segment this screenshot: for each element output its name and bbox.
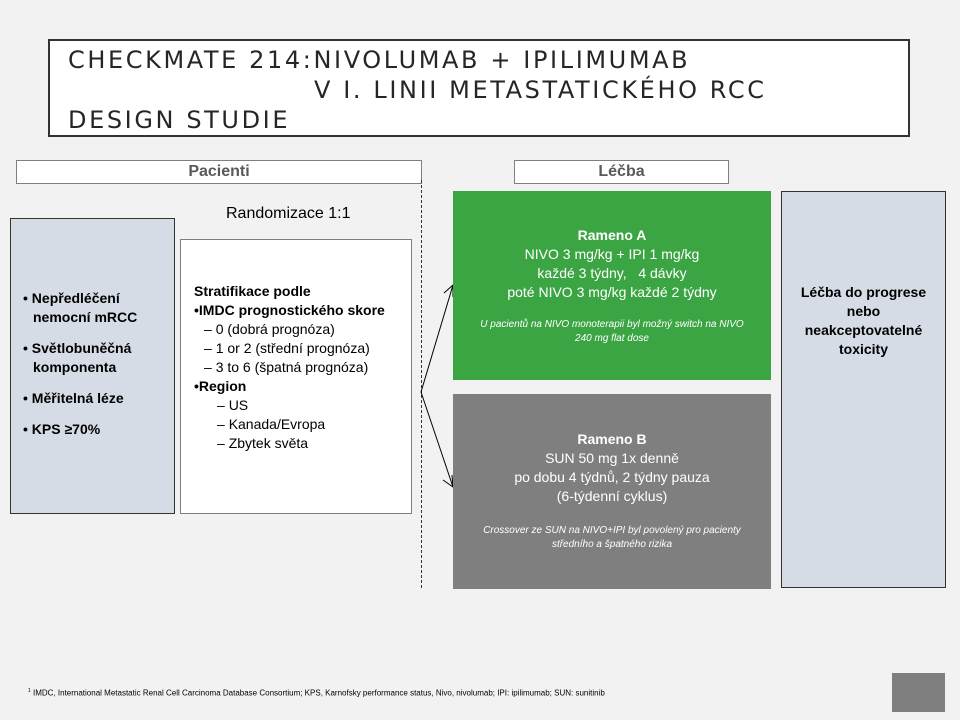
title-line-2: V I. LINII METASTATICKÉHO RCC bbox=[314, 76, 767, 104]
arm-b-box bbox=[453, 394, 771, 589]
arm-a-line: každé 3 týdny, 4 dávky bbox=[537, 265, 687, 281]
imdc-item: – 0 (dobrá prognóza) bbox=[204, 321, 335, 337]
region-label: •Region bbox=[194, 378, 247, 394]
treatment-header: Léčba bbox=[514, 160, 729, 184]
imdc-item: – 3 to 6 (špatná prognóza) bbox=[204, 359, 369, 375]
footnote-marker: 1 bbox=[28, 688, 31, 694]
progression-box bbox=[781, 191, 946, 588]
footnote-text: IMDC, International Metastatic Renal Cell Carcinoma Database Consortium; KPS, Karnofsky performance status, Nivo, nivolumab; IPI: ipilimumab; SUN: sunitinib bbox=[33, 688, 605, 698]
criteria-item: • KPS ≥70% bbox=[23, 421, 101, 437]
patients-header: Pacienti bbox=[16, 160, 422, 184]
arrow-to-arm-b bbox=[421, 392, 453, 487]
randomization-label: Randomizace 1:1 bbox=[226, 205, 351, 222]
imdc-item: – 1 or 2 (střední prognóza) bbox=[204, 340, 370, 356]
criteria-item: • Měřitelná léze bbox=[23, 390, 124, 406]
arm-b-note: Crossover ze SUN na NIVO+IPI byl povolený pro pacienty středního a špatného rizika bbox=[483, 525, 741, 550]
imdc-label: •IMDC prognostického skore bbox=[194, 302, 385, 318]
stratification-heading: Stratifikace podle bbox=[194, 283, 311, 299]
region-item: – US bbox=[217, 397, 249, 413]
region-item: – Kanada/Evropa bbox=[217, 416, 326, 432]
title-line-1: CHECKMATE 214:NIVOLUMAB + IPILIMUMAB bbox=[68, 46, 691, 74]
arm-a-name: Rameno A bbox=[577, 227, 647, 243]
arm-b-line: (6-týdenní cyklus) bbox=[556, 488, 668, 504]
criteria-item: • Světlobuněčná komponenta bbox=[23, 340, 132, 375]
footnote bbox=[28, 688, 605, 698]
arm-a-line: NIVO 3 mg/kg + IPI 1 mg/kg bbox=[524, 246, 700, 262]
criteria-item: • Nepředléčení nemocní mRCC bbox=[23, 290, 138, 325]
title-line-3: DESIGN STUDIE bbox=[68, 106, 291, 134]
progression-text: Léčba do progrese nebo neakceptovatelné toxicity bbox=[800, 284, 927, 357]
arm-a-box bbox=[453, 191, 771, 380]
arm-b-line: SUN 50 mg 1x denně bbox=[545, 450, 679, 466]
arm-b-name: Rameno B bbox=[577, 431, 647, 447]
region-item: – Zbytek světa bbox=[217, 435, 309, 451]
arm-a-note: U pacientů na NIVO monoterapii byl možný switch na NIVO 240 mg flat dose bbox=[480, 319, 744, 344]
arm-b-line: po dobu 4 týdnů, 2 týdny pauza bbox=[514, 469, 710, 485]
arrow-to-arm-a bbox=[421, 285, 453, 392]
corner-block bbox=[892, 673, 945, 712]
arm-a-line: poté NIVO 3 mg/kg každé 2 týdny bbox=[507, 284, 717, 300]
